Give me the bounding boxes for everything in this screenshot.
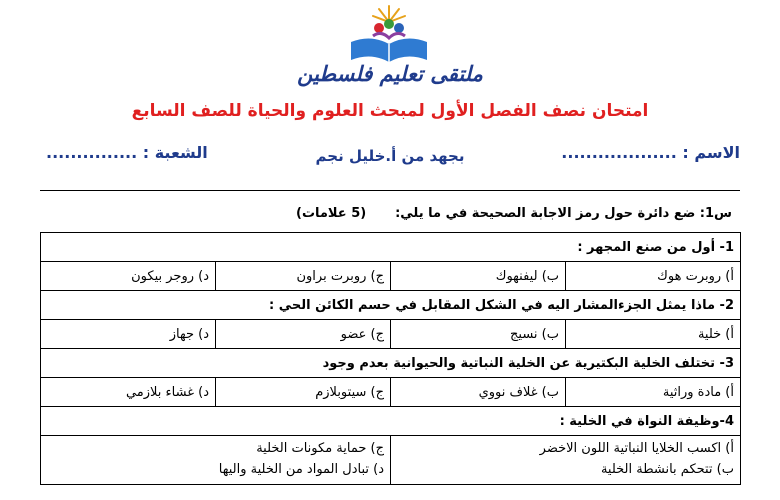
exam-title: امتحان نصف الفصل الأول لمبحث العلوم والحياة للصف السابع bbox=[131, 101, 649, 121]
name-field: الاسم : ................... bbox=[561, 143, 740, 162]
option-cell: ج) عضو bbox=[216, 320, 391, 349]
option-cell: أ) خلية bbox=[566, 320, 741, 349]
question-stem: 2- ماذا يمثل الجزءالمشار اليه في الشكل المقابل في حسم الكائن الحي : bbox=[41, 291, 741, 320]
question-row bbox=[41, 291, 741, 320]
options-row bbox=[41, 436, 741, 485]
option-cell: د) جهاز bbox=[41, 320, 216, 349]
options-row bbox=[41, 378, 741, 407]
option-item: أ) اكسب الخلايا النباتية اللون الاخضر bbox=[539, 441, 734, 456]
option-cell: د) غشاء بلازمي bbox=[41, 378, 216, 407]
question-marks: (5 علامات) bbox=[296, 206, 367, 221]
question-stem: 1- أول من صنع المجهر : bbox=[41, 233, 741, 262]
question-stem: 3- تختلف الخلية البكتيرية عن الخلية النباتية والحيوانية بعدم وجود bbox=[41, 349, 741, 378]
options-row bbox=[41, 320, 741, 349]
book-logo-icon bbox=[343, 2, 435, 66]
question-stem: 4-وظيفة النواة في الخلية : bbox=[41, 407, 741, 436]
question-row bbox=[41, 233, 741, 262]
question-instruction: س1: ضع دائرة حول رمز الاجابة الصحيحة في ما يلي: bbox=[395, 206, 732, 221]
option-cell: أ) مادة وراثية bbox=[566, 378, 741, 407]
header-divider bbox=[40, 190, 740, 191]
option-cell-pair bbox=[41, 436, 391, 485]
option-cell: ج) روبرت براون bbox=[216, 262, 391, 291]
options-row bbox=[41, 262, 741, 291]
option-cell: ب) نسيج bbox=[391, 320, 566, 349]
author-credit: بجهد من أ.خليل نجم bbox=[315, 147, 465, 165]
question-row bbox=[41, 407, 741, 436]
option-cell: ج) سيتوبلازم bbox=[216, 378, 391, 407]
option-cell: ب) ليفنهوك bbox=[391, 262, 566, 291]
option-item: د) تبادل المواد من الخلية واليها bbox=[218, 462, 384, 477]
question-row bbox=[41, 349, 741, 378]
section-field: الشعبة : ............... bbox=[46, 143, 208, 162]
option-item: ج) حماية مكونات الخلية bbox=[256, 441, 384, 456]
option-cell-pair bbox=[391, 436, 741, 485]
option-cell: د) روجر بيكون bbox=[41, 262, 216, 291]
option-cell: أ) روبرت هوك bbox=[566, 262, 741, 291]
option-item: ب) تتحكم بانشطة الخلية bbox=[600, 462, 734, 477]
option-cell: ب) غلاف نووي bbox=[391, 378, 566, 407]
logo-brand-text: ملتقى تعليم فلسطين bbox=[297, 62, 483, 86]
questions-table bbox=[40, 232, 741, 485]
